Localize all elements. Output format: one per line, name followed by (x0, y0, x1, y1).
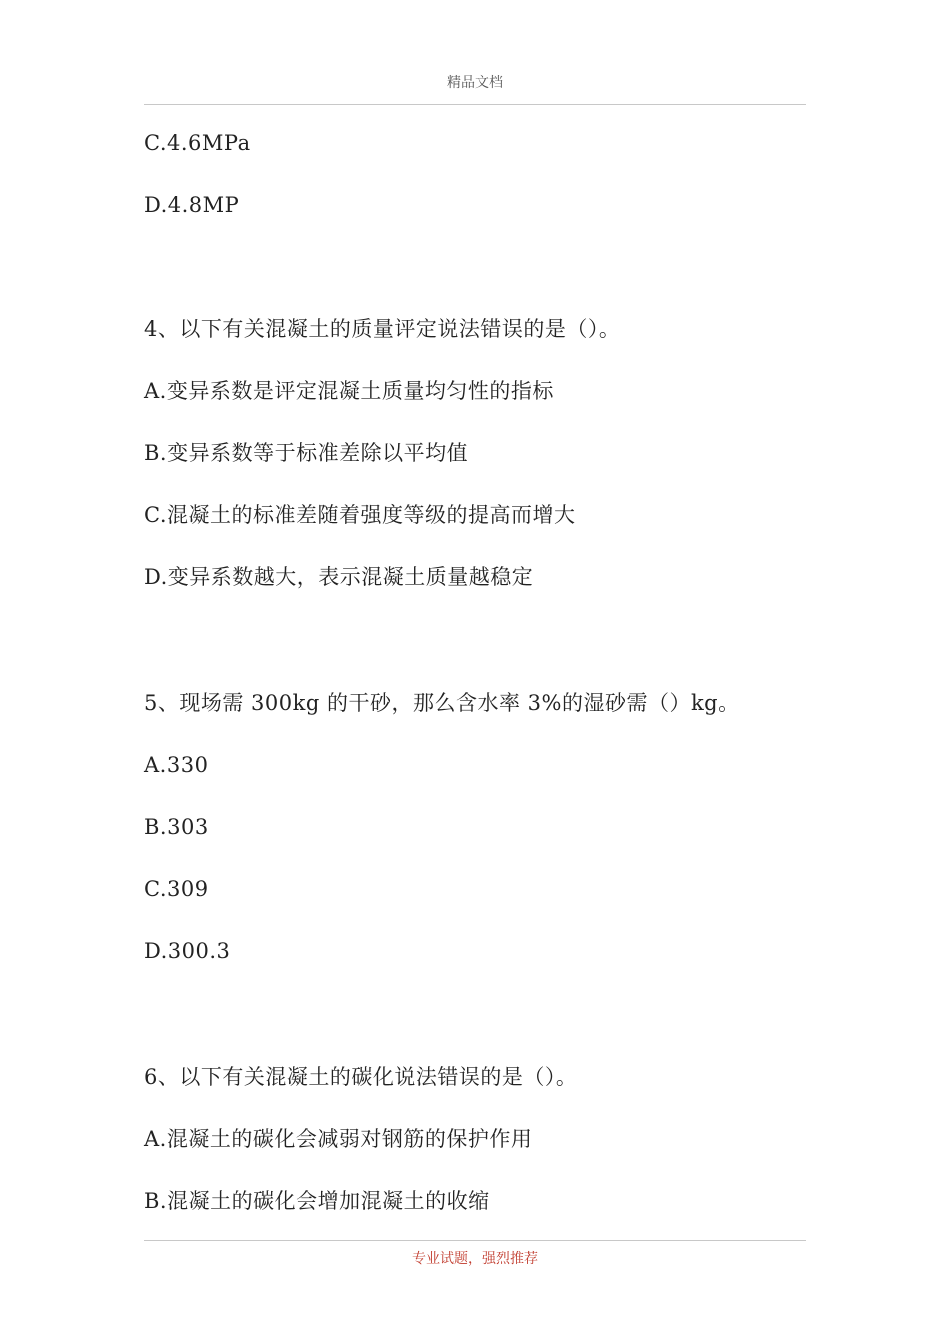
option-4b: B.变异系数等于标准差除以平均值 (144, 441, 469, 465)
option-4d: D.变异系数越大，表示混凝土质量越稳定 (144, 565, 534, 589)
option-5b: B.303 (144, 815, 209, 839)
option-3c: C.4.6MPa (144, 131, 251, 155)
option-4c: C.混凝土的标准差随着强度等级的提高而增大 (144, 503, 576, 527)
question-6: 6、以下有关混凝土的碳化说法错误的是（）。 (144, 1065, 578, 1089)
option-3d: D.4.8MP (144, 193, 240, 217)
option-5d: D.300.3 (144, 939, 231, 963)
footer-divider (144, 1240, 806, 1241)
header-divider (144, 104, 806, 105)
question-4: 4、以下有关混凝土的质量评定说法错误的是（）。 (144, 317, 621, 341)
option-6a: A.混凝土的碳化会减弱对钢筋的保护作用 (144, 1127, 533, 1151)
question-5: 5、现场需 300kg 的干砂，那么含水率 3%的湿砂需（）kg。 (144, 691, 740, 715)
option-6b: B.混凝土的碳化会增加混凝土的收缩 (144, 1189, 490, 1213)
page-header: 精品文档 (447, 75, 503, 91)
option-5c: C.309 (144, 877, 209, 901)
page-footer: 专业试题，强烈推荐 (412, 1251, 538, 1267)
option-5a: A.330 (144, 753, 209, 777)
option-4a: A.变异系数是评定混凝土质量均匀性的指标 (144, 379, 554, 403)
